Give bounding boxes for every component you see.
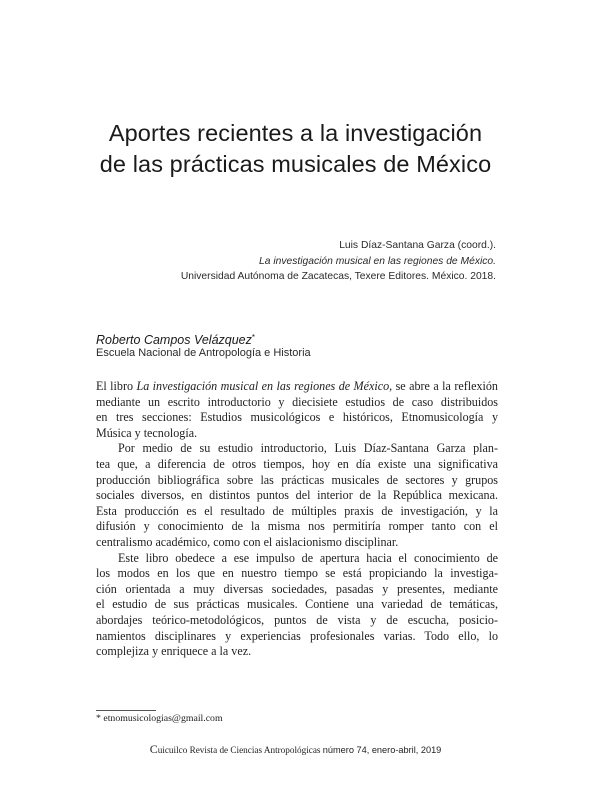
footnote-mark: * [251, 333, 255, 342]
paragraph-3-line: Este libro obedece a ese impulso de apertura hacia el conocimiento de [118, 550, 498, 565]
journal-name: uicuilco Revista de Ciencias Antropológicas [157, 745, 321, 755]
paragraph-2-line: Por medio de su estudio introductorio, Luis Díaz-Santana Garza plan- [118, 441, 498, 456]
book-title: La investigación musical en las regiones de México. [259, 255, 496, 267]
article-title [60, 118, 531, 180]
article-title-line-1: Aportes recientes a la investigación [108, 120, 483, 146]
journal-issue: número 74, enero-abril, 2019 [322, 745, 442, 755]
review-author-affiliation: Escuela Nacional de Antropología e Historia [96, 347, 311, 359]
paragraph-3-line: complejiza y enriquece a la vez. [96, 644, 252, 659]
paragraph-3-line: abordajes teórico-metodológicos, puntos de vista y de escucha, posicio- [96, 612, 498, 627]
paragraph-1-line: El libro La investigación musical en las regiones de México, se abre a la reflexión [96, 379, 498, 393]
paragraph-1-line: Música y tecnología. [96, 425, 198, 440]
paragraph-2-line: sociales diversos, en distintos puntos del interior de la República mexicana. [96, 488, 498, 503]
page-footer [0, 743, 591, 756]
paragraph-2-line: tea que, a diferencia de otros tiempos, hoy en día existe una significativa [96, 456, 498, 471]
footnote-mark: * [96, 713, 101, 724]
paragraph-1-line: mediante un escrito introductorio y diecisiete estudios de caso distribuidos [96, 394, 498, 409]
article-title-line-2: de las prácticas musicales de México [99, 151, 492, 177]
paragraph-2-line: Esta producción es el resultado de múltiples praxis de investigación, y la [96, 503, 498, 518]
paragraph-3-line: los modos en los que en nuestro tiempo se está propiciando la investiga- [96, 566, 498, 581]
paragraph-3-line: ción orientada a muy diversas sociedades, pasadas y presentes, mediante [96, 581, 498, 596]
review-author-name: Roberto Campos Velázquez [96, 333, 252, 347]
book-author: Luis Díaz-Santana Garza (coord.). [339, 240, 496, 251]
journal-initial: C [149, 742, 158, 756]
book-title-inline: La investigación musical en las regiones de México [136, 379, 390, 393]
author-email: etnomusicologias@gmail.com [103, 713, 223, 724]
book-reference [181, 238, 496, 285]
paragraph-3-line: el estudio de sus prácticas musicales. Contiene una variedad de temáticas, [96, 597, 498, 612]
body-text [96, 379, 498, 660]
paragraph-1-line: en tres secciones: Estudios musicológicos e históricos, Etnomusicología y [96, 410, 498, 425]
paragraph-2-line: difusión y conocimiento de la misma nos permitiría romper tanto con el [96, 519, 498, 534]
book-publisher: Universidad Autónoma de Zacatecas, Texere Editores. México. 2018. [180, 271, 496, 282]
paragraph-3-line: namientos disciplinares y experiencias profesionales varias. Todo ello, lo [96, 628, 498, 643]
paragraph-2-line: producción bibliográfica sobre las prácticas musicales de sectores y grupos [96, 472, 498, 487]
paragraph-2-line: centralismo académico, como con el aislacionismo disciplinar. [96, 534, 399, 549]
footnote [96, 713, 223, 725]
footnote-rule [96, 710, 156, 711]
